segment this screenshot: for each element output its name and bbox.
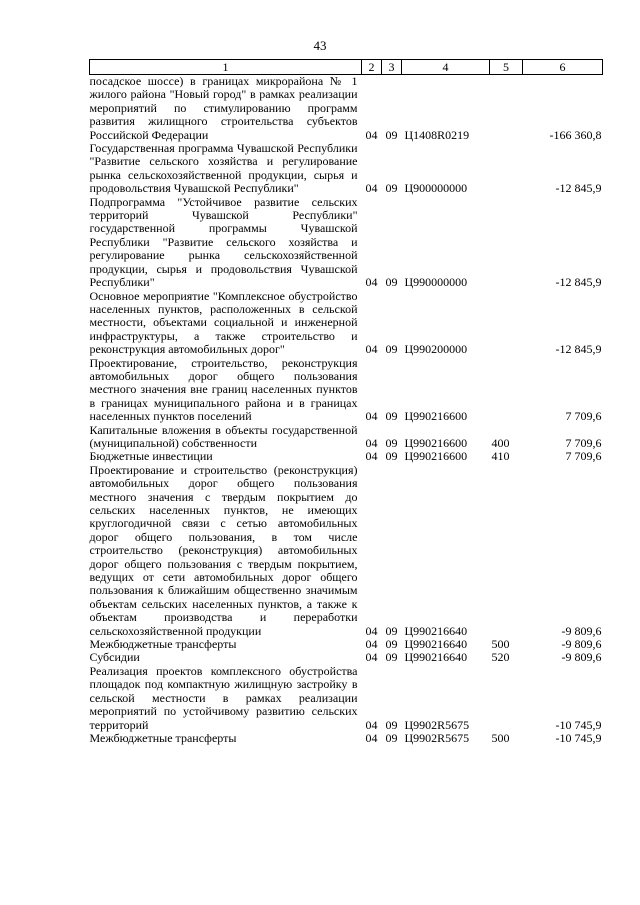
- target-article-code: Ц9902R5675: [404, 730, 470, 745]
- amount-value: 7 709,6: [565, 409, 602, 424]
- target-article-code: Ц1408R0219: [404, 127, 470, 142]
- section-code: 04: [365, 623, 378, 638]
- target-article-code: Ц990216640: [404, 650, 468, 665]
- expense-type-code: [490, 357, 523, 424]
- amount-value: -12 845,9: [555, 275, 602, 290]
- table-row: [90, 651, 603, 664]
- table-row: [90, 290, 603, 357]
- line-item-description: Подпрограмма "Устойчивое развитие сельских территорий Чувашской Республики" государственной программы Чувашской Республики "Развитие сельского хозяйства и регулирование рынка сельскохозяйственной продукции, сырья и продовольствия Чувашской Республики": [89, 194, 358, 290]
- subsection-code: 09: [385, 637, 398, 652]
- section-code: 04: [365, 409, 378, 424]
- line-item-description: Проектирование и строительство (реконструкция) автомобильных дорог общего пользования местного значения с твердым покрытием до сельских населенных пунктов, не имеющих круглогодичной связи с сетью автомобильных дорог общего пользования, в том числе строительство (реконструкция) автомобильных дорог общего пользования с твердым покрытием, ведущих от сети автомобильных дорог общего пользования к ближайшим общественно значимым объектам сельских населенных пунктов, а также к объектам производства и переработки сельскохозяйственной продукции: [89, 462, 358, 638]
- amount-value: -9 809,6: [561, 637, 602, 652]
- amount-value: 7 709,6: [565, 435, 602, 450]
- subsection-code: 09: [385, 409, 398, 424]
- section-code: 04: [365, 730, 378, 745]
- target-article-code: Ц990216600: [404, 435, 468, 450]
- subsection-code: 09: [385, 650, 398, 665]
- column-header: 4: [402, 60, 490, 75]
- subsection-code: 09: [385, 127, 398, 142]
- section-code: 04: [365, 181, 378, 196]
- line-item-description: посадское шоссе) в границах микрорайона № 1 жилого района "Новый город" в рамках реализации мероприятий по стимулированию программ развития жилищного строительства субъектов Российской Федерации: [89, 74, 358, 142]
- column-header: 1: [90, 60, 362, 75]
- line-item-description: Капитальные вложения в объекты государственной (муниципальной) собственности: [89, 422, 358, 450]
- table-row: [90, 638, 603, 651]
- amount-value: -12 845,9: [555, 342, 602, 357]
- table-row: [90, 732, 603, 745]
- table-row: [90, 424, 603, 451]
- expense-type-code: 410: [491, 449, 510, 464]
- section-code: 04: [365, 650, 378, 665]
- subsection-code: 09: [385, 730, 398, 745]
- section-code: 04: [365, 275, 378, 290]
- target-article-code: Ц990216640: [404, 623, 468, 638]
- table-row: [90, 665, 603, 732]
- section-code: 04: [365, 435, 378, 450]
- line-item-description: Основное мероприятие "Комплексное обустройство населенных пунктов, расположенных в сельской местности, объектами социальной и инженерной инфраструктуры, а также строительство и реконструкция автомобильных дорог": [89, 288, 358, 357]
- target-article-code: Ц900000000: [404, 181, 468, 196]
- table-row: [90, 142, 603, 196]
- expense-type-code: 500: [491, 730, 510, 745]
- expense-type-code: 520: [491, 650, 510, 665]
- amount-value: -10 745,9: [555, 717, 602, 732]
- table-row: [90, 196, 603, 290]
- section-code: 04: [365, 342, 378, 357]
- expense-type-code: [490, 290, 523, 357]
- table-row: [90, 75, 603, 143]
- budget-table: [89, 59, 603, 745]
- line-item-description: Межбюджетные трансферты: [89, 730, 237, 745]
- table-row: [90, 464, 603, 638]
- section-code: 04: [365, 637, 378, 652]
- target-article-code: Ц990216640: [404, 637, 468, 652]
- column-header: 6: [523, 60, 603, 75]
- target-article-code: Ц990200000: [404, 342, 468, 357]
- expense-type-code: 500: [491, 637, 510, 652]
- page-number: 43: [313, 38, 327, 53]
- expense-type-code: [490, 75, 523, 143]
- amount-value: -9 809,6: [561, 650, 602, 665]
- amount-value: -9 809,6: [561, 623, 602, 638]
- column-header: 3: [382, 60, 402, 75]
- target-article-code: Ц990000000: [404, 275, 468, 290]
- line-item-description: Бюджетные инвестиции: [89, 449, 213, 464]
- subsection-code: 09: [385, 623, 398, 638]
- expense-type-code: [490, 196, 523, 290]
- amount-value: -12 845,9: [555, 181, 602, 196]
- column-header: 5: [490, 60, 523, 75]
- section-code: 04: [365, 717, 378, 732]
- subsection-code: 09: [385, 435, 398, 450]
- subsection-code: 09: [385, 342, 398, 357]
- section-code: 04: [365, 449, 378, 464]
- subsection-code: 09: [385, 449, 398, 464]
- amount-value: 7 709,6: [565, 449, 602, 464]
- section-code: 04: [365, 127, 378, 142]
- expense-type-code: [490, 665, 523, 732]
- subsection-code: 09: [385, 181, 398, 196]
- target-article-code: Ц990216600: [404, 409, 468, 424]
- expense-type-code: [490, 142, 523, 196]
- target-article-code: Ц990216600: [404, 449, 468, 464]
- expense-type-code: 400: [491, 435, 510, 450]
- column-number-header: [90, 60, 603, 75]
- column-header: 2: [362, 60, 382, 75]
- table-row: [90, 357, 603, 424]
- line-item-description: Государственная программа Чувашской Республики "Развитие сельского хозяйства и регулирование рынка сельскохозяйственной продукции, сырья и продовольствия Чувашской Республики": [89, 141, 358, 196]
- amount-value: -166 360,8: [549, 127, 602, 142]
- line-item-description: Реализация проектов комплексного обустройства площадок под компактную жилищную застройку в сельской местности в рамках реализации мероприятий по устойчивому развитию сельских территорий: [89, 663, 358, 732]
- subsection-code: 09: [385, 275, 398, 290]
- subsection-code: 09: [385, 717, 398, 732]
- target-article-code: Ц9902R5675: [404, 717, 470, 732]
- table-row: [90, 450, 603, 463]
- line-item-description: Проектирование, строительство, реконструкция автомобильных дорог общего пользования местного значения вне границ населенных пунктов в границах муниципального района и в границах населенных пунктов поселений: [89, 355, 358, 424]
- line-item-description: Субсидии: [89, 650, 140, 665]
- expense-type-code: [490, 464, 523, 638]
- line-item-description: Межбюджетные трансферты: [89, 637, 237, 652]
- amount-value: -10 745,9: [555, 730, 602, 745]
